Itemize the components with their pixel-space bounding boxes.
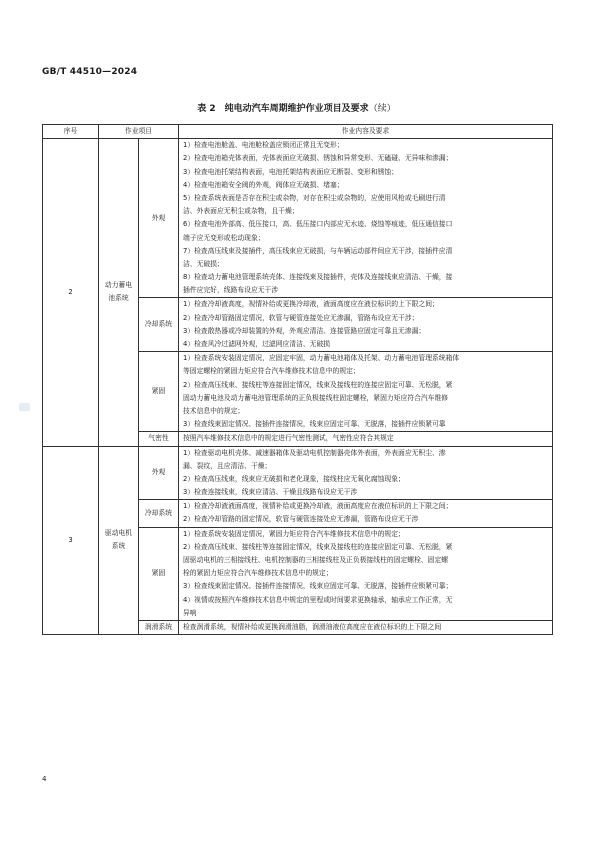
content-cell bbox=[179, 500, 553, 527]
content-line: 1）检查系统安装固定情况，紧固力矩应符合汽车维修技术信息中的规定； bbox=[183, 529, 405, 538]
content-line: 3）检查连接线束，线束应清洁、干燥且线路布设应无干涉 bbox=[183, 488, 358, 497]
system-cell bbox=[99, 446, 139, 635]
content-line: 栓的紧固力矩应符合汽车维修技术信息中的规定； bbox=[183, 569, 333, 578]
content-line: 2）检查高压线束、接线柱等连接固定情况，线束及接线柱的连接应固定可靠、无松脱，紧 bbox=[183, 380, 453, 389]
item-name-cell: 外观 bbox=[139, 446, 179, 500]
content-line: 6）检查电池外部高、低压接口，高、低压接口内部应无水迹、烧蚀等痕迹，低压通信接口 bbox=[183, 220, 453, 229]
system-cell bbox=[99, 139, 139, 446]
content-line: 7）检查高压线束及接插件，高压线束应无破损，与车辆运动部件间应无干涉，接插件应清 bbox=[183, 246, 453, 255]
content-line: 8）检查动力蓄电池管理系统壳体、连接线束及接插件，壳体及连接线束应清洁、干燥，接 bbox=[183, 273, 453, 282]
side-marker bbox=[19, 403, 30, 411]
content-line: 2）检查高压线束、接线柱等连接固定情况，线束及接线柱的连接应固定可靠、无松脱，紧 bbox=[183, 542, 453, 551]
content-line: 5）检查系统表面是否存在积尘或杂物，对存在积尘或杂物的，应使用风枪或毛刷进行清 bbox=[183, 193, 446, 202]
system-name-line: 池系统 bbox=[108, 294, 129, 303]
table-row bbox=[43, 446, 553, 500]
item-name-cell: 紧固 bbox=[139, 352, 179, 432]
system-name-line: 动力蓄电 bbox=[104, 281, 133, 290]
content-line: 漏、裂纹，且应清洁、干燥； bbox=[183, 461, 272, 470]
page-number: 4 bbox=[42, 775, 47, 783]
content-cell bbox=[179, 446, 553, 500]
content-line: 4）视情或按照汽车维修技术信息中规定的里程或时间要求更换轴承，轴承应工作正常，无 bbox=[183, 595, 453, 604]
content-line: 固动力蓄电池及动力蓄电池管理系统的正负极接线柱固定螺栓，紧固力矩应符合汽车维修 bbox=[183, 393, 449, 402]
table-row bbox=[43, 139, 553, 298]
table-title-continued: （续） bbox=[368, 104, 396, 114]
content-cell bbox=[179, 432, 553, 446]
header-content: 作业内容及要求 bbox=[179, 125, 553, 139]
content-line: 2）检查冷却管路固定情况，软管与硬管连接处应无渗漏，管路布设应无干涉； bbox=[183, 313, 419, 322]
table-header-row bbox=[43, 125, 553, 139]
content-line: 2）检查电池箱壳体表面，壳体表面应无破损、锈蚀和异常变形、无磕碰、无异味和渗漏； bbox=[183, 154, 453, 163]
content-line: 按照汽车维修技术信息中的规定进行气密性测试，气密性应符合其规定 bbox=[183, 434, 394, 443]
content-cell bbox=[179, 527, 553, 620]
item-name-cell: 冷却系统 bbox=[139, 500, 179, 527]
item-name-cell: 冷却系统 bbox=[139, 298, 179, 352]
content-line: 洁、外表面应无积尘或杂物，且干燥； bbox=[183, 207, 299, 216]
content-cell bbox=[179, 298, 553, 352]
seq-cell: 3 bbox=[43, 446, 99, 635]
content-line: 2）检查高压线束，线束应无破损和老化现象，接线柱应无氧化腐蚀现象； bbox=[183, 474, 405, 483]
item-name-cell: 气密性 bbox=[139, 432, 179, 446]
content-line: 插件应完好，线路布设应无干涉 bbox=[183, 286, 279, 295]
system-name-line: 驱动电机 bbox=[104, 529, 133, 538]
seq-cell: 2 bbox=[43, 139, 99, 446]
table-title-text: 表 2 纯电动汽车周期维护作业项目及要求 bbox=[197, 104, 369, 114]
content-line: 4）检查电池箱安全阀的外观，阀体应无破损、堵塞； bbox=[183, 180, 344, 189]
content-line: 等固定螺栓的紧固力矩应符合汽车维修技术信息中的规定； bbox=[183, 367, 360, 376]
item-name-cell: 紧固 bbox=[139, 527, 179, 620]
content-line: 4）检查风冷过滤网外观，过滤网应清洁、无破损 bbox=[183, 340, 331, 349]
content-line: 3）检查电池托架结构表面，电池托架结构表面应无断裂、变形和锈蚀； bbox=[183, 167, 399, 176]
standard-code: GB/T 44510—2024 bbox=[42, 67, 138, 77]
content-line: 1）检查电池舱盖、电池舱检盖应锁闭正常且无变形； bbox=[183, 141, 344, 150]
content-cell bbox=[179, 620, 553, 634]
content-line: 1）检查冷却液高度，视情补给或更换冷却液，液面高度应在液位标识的上下限之间； bbox=[183, 300, 439, 309]
content-line: 洁、无破损； bbox=[183, 259, 224, 268]
content-line: 检查润滑系统，视情补给或更换润滑油脂，润滑油液位高度应在液位标识的上下限之间 bbox=[183, 622, 442, 631]
maintenance-table bbox=[42, 124, 553, 635]
content-cell bbox=[179, 352, 553, 432]
content-line: 1）检查系统安装固定情况，应固定牢固，动力蓄电池箱体及托架、动力蓄电池管理系统箱体 bbox=[183, 354, 460, 363]
content-line: 技术信息中的规定； bbox=[183, 406, 245, 415]
item-name-cell: 外观 bbox=[139, 139, 179, 298]
table-title bbox=[0, 101, 593, 114]
item-name-cell: 润滑系统 bbox=[139, 620, 179, 634]
content-line: 3）检查线束固定情况、接插件连接情况，线束应固定可靠、无脱落，接插件应锁紧可靠 bbox=[183, 420, 446, 429]
content-line: 异响 bbox=[183, 608, 197, 617]
content-line: 2）检查冷却管路的固定情况，软管与硬管连接处应无渗漏，管路布设应无干涉 bbox=[183, 515, 419, 524]
content-line: 3）检查线束固定情况、接插件连接情况，线束应固定可靠、无脱落，接插件应锁紧可靠； bbox=[183, 582, 453, 591]
content-line: 3）检查散热器或冷却装置的外观，外观应清洁、连接管路应固定可靠且无渗漏； bbox=[183, 326, 426, 335]
system-name-line: 系统 bbox=[111, 542, 126, 551]
table-body bbox=[43, 139, 553, 635]
header-seq: 序号 bbox=[43, 125, 99, 139]
content-line: 固驱动电机的三相接线柱、电机控制器的三相接线柱及正负极接线柱的固定螺栓、固定螺 bbox=[183, 556, 449, 565]
header-item: 作业项目 bbox=[99, 125, 179, 139]
content-line: 1）检查驱动电机壳体、减速器箱体及驱动电机控制器壳体外表面，外表面应无积尘、渗 bbox=[183, 448, 446, 457]
content-line: 1）检查冷却液液面高度，视情补给或更换冷却液，液面高度应在液位标识的上下限之间； bbox=[183, 502, 453, 511]
content-line: 端子应无变形或松动现象； bbox=[183, 233, 265, 242]
content-cell bbox=[179, 139, 553, 298]
